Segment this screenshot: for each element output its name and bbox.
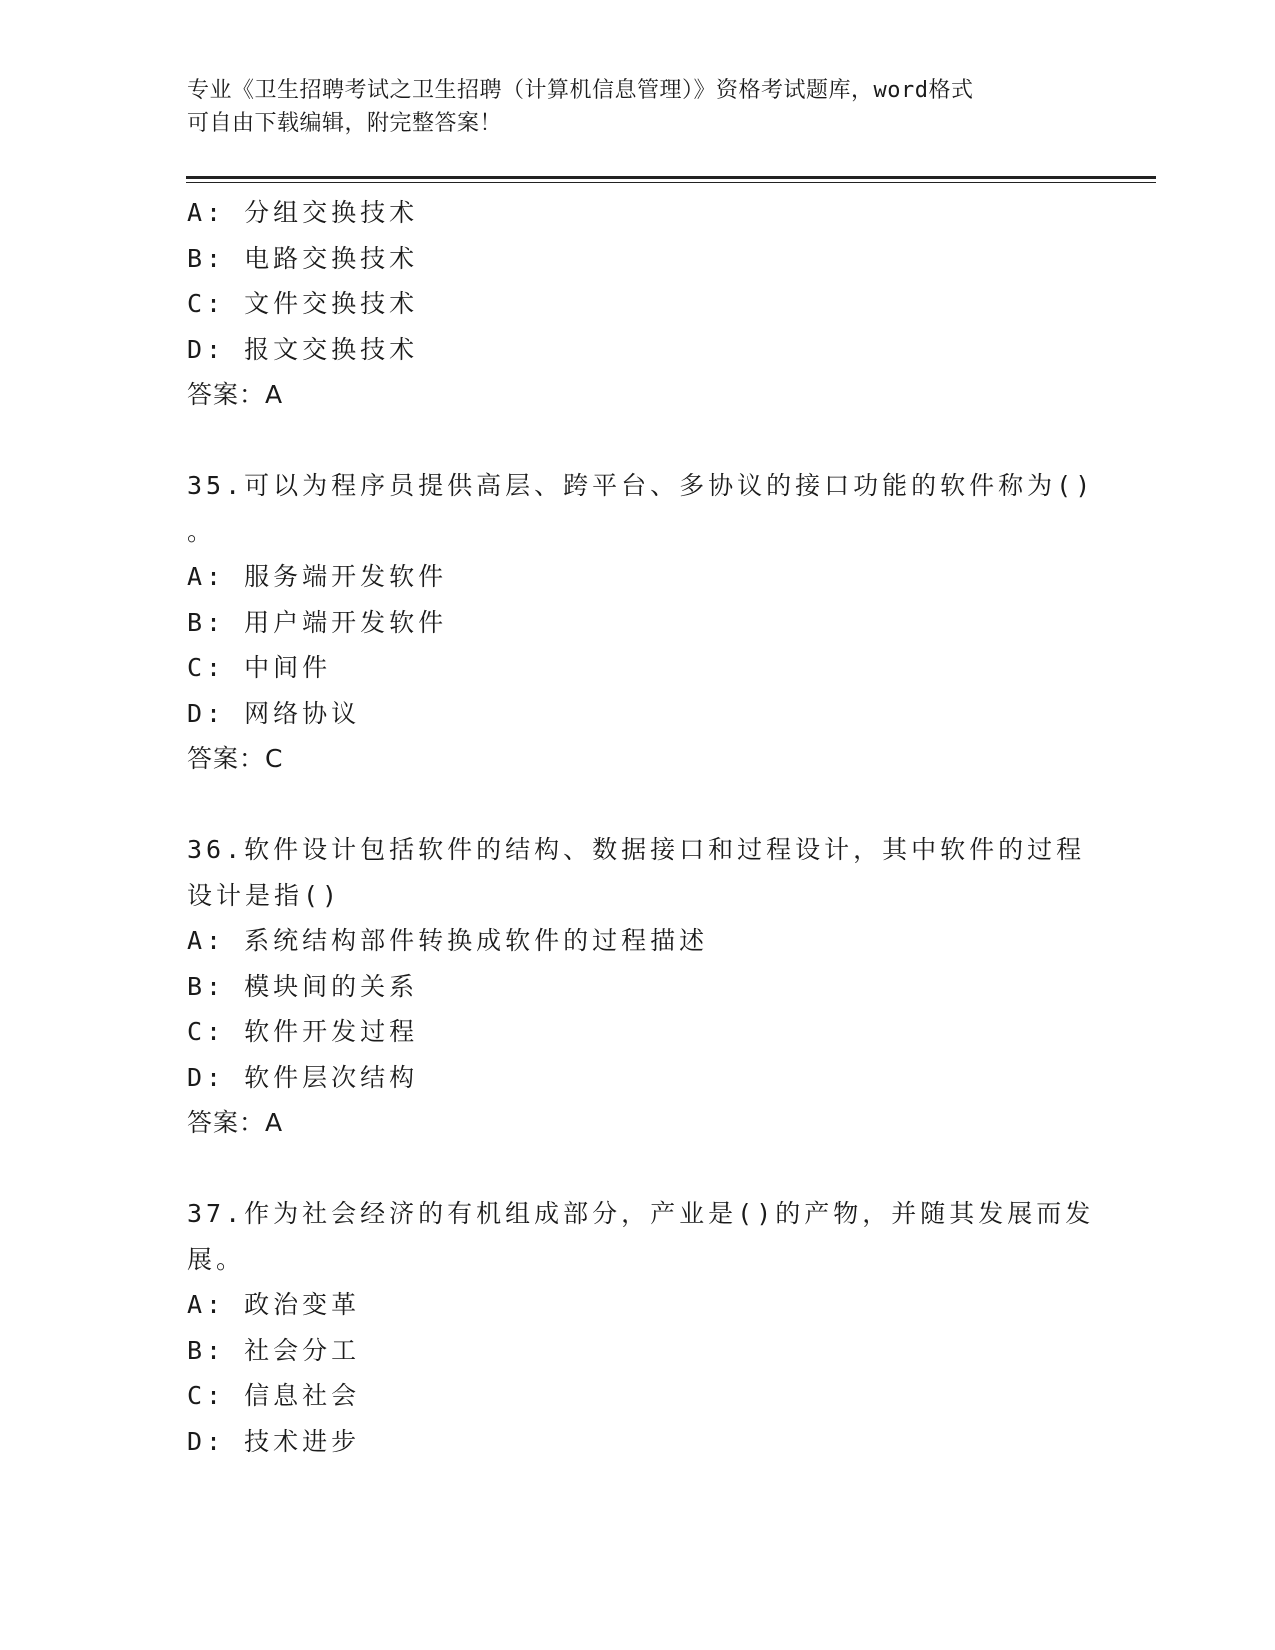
question-37 bbox=[187, 1191, 1095, 1464]
header-divider-thick bbox=[186, 176, 1156, 179]
option-a: A: 分组交换技术 bbox=[187, 198, 419, 227]
option-b: B: 电路交换技术 bbox=[187, 243, 419, 273]
question-stem: 36.软件设计包括软件的结构、数据接口和过程设计，其中软件的过程 bbox=[187, 835, 1086, 864]
answer: 答案：C bbox=[187, 744, 284, 773]
question-stem-continued: 。 bbox=[187, 516, 217, 546]
option-b: B: 模块间的关系 bbox=[187, 971, 419, 1001]
spacer bbox=[187, 1146, 1087, 1192]
question-stem: 35.可以为程序员提供高层、跨平台、多协议的接口功能的软件称为() bbox=[187, 471, 1095, 500]
option-d: D: 报文交换技术 bbox=[187, 334, 419, 364]
question-stem-continued: 设计是指() bbox=[187, 880, 342, 910]
option-d: D: 网络协议 bbox=[187, 698, 361, 728]
question-34 bbox=[187, 190, 1087, 418]
option-c: C: 软件开发过程 bbox=[187, 1017, 419, 1046]
question-list bbox=[187, 190, 1095, 1464]
option-c: C: 文件交换技术 bbox=[187, 289, 419, 318]
header-divider-thin bbox=[186, 182, 1156, 183]
option-a: A: 服务端开发软件 bbox=[187, 562, 448, 591]
option-c: C: 信息社会 bbox=[187, 1381, 361, 1410]
spacer bbox=[187, 782, 1087, 828]
document-header bbox=[187, 74, 1067, 140]
header-line-1: 专业《卫生招聘考试之卫生招聘（计算机信息管理）》资格考试题库，word格式 bbox=[187, 78, 974, 103]
spacer bbox=[187, 418, 1087, 464]
option-b: B: 社会分工 bbox=[187, 1335, 361, 1365]
answer: 答案：A bbox=[187, 1108, 284, 1137]
question-36 bbox=[187, 827, 1087, 1146]
question-35 bbox=[187, 463, 1095, 782]
option-d: D: 技术进步 bbox=[187, 1426, 361, 1456]
option-a: A: 系统结构部件转换成软件的过程描述 bbox=[187, 926, 709, 955]
option-a: A: 政治变革 bbox=[187, 1290, 361, 1319]
option-b: B: 用户端开发软件 bbox=[187, 607, 448, 637]
option-d: D: 软件层次结构 bbox=[187, 1062, 419, 1092]
header-line-2: 可自由下载编辑，附完整答案！ bbox=[187, 111, 503, 136]
question-stem-continued: 展。 bbox=[187, 1244, 246, 1274]
question-stem: 37.作为社会经济的有机组成部分，产业是()的产物，并随其发展而发 bbox=[187, 1199, 1095, 1228]
answer: 答案：A bbox=[187, 380, 284, 409]
option-c: C: 中间件 bbox=[187, 653, 332, 682]
